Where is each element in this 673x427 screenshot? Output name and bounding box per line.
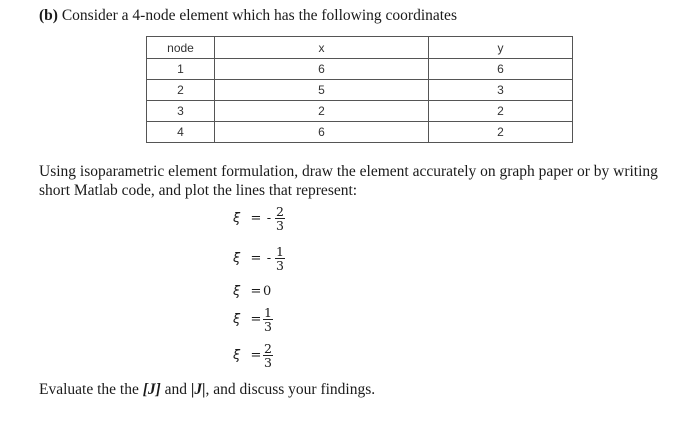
equation-xi-minus-one-third — [233, 245, 285, 272]
evaluate-and: and — [164, 381, 188, 398]
equals-sign: = — [250, 284, 262, 299]
jacobian-determinant: |J| — [190, 381, 206, 398]
xi-symbol: ξ — [233, 312, 241, 327]
cell-node: 3 — [147, 101, 215, 122]
equals-sign: = — [250, 348, 262, 363]
equation-xi-minus-two-thirds — [233, 205, 285, 232]
denominator: 3 — [264, 319, 272, 334]
equals-sign: = — [250, 312, 262, 327]
cell-y: 2 — [429, 122, 573, 143]
fraction — [263, 342, 273, 369]
cell-node: 4 — [147, 122, 215, 143]
evaluate-prefix: Evaluate the the — [39, 381, 139, 398]
question-heading — [39, 7, 457, 25]
denominator: 3 — [276, 218, 284, 233]
cell-y: 3 — [429, 80, 573, 101]
equation-xi-one-third — [233, 306, 273, 333]
equation-xi-two-thirds — [233, 342, 273, 369]
xi-symbol: ξ — [233, 348, 241, 363]
table-row — [147, 80, 573, 101]
equals-sign: = — [250, 251, 262, 266]
denominator: 3 — [264, 355, 272, 370]
xi-symbol: ξ — [233, 284, 241, 299]
minus-sign: - — [266, 211, 272, 226]
zero-value: 0 — [263, 284, 272, 299]
denominator: 3 — [276, 258, 284, 273]
instructions-paragraph: Using isoparametric element formulation, draw the element accurately on graph paper or by writing short Matlab code, and plot the lines that represent: — [39, 163, 658, 199]
table-row — [147, 59, 573, 80]
coordinates-table — [146, 36, 573, 143]
cell-node: 2 — [147, 80, 215, 101]
numerator: 1 — [264, 305, 272, 320]
cell-x: 2 — [215, 101, 429, 122]
equals-sign: = — [250, 211, 262, 226]
cell-x: 6 — [215, 59, 429, 80]
equation-xi-zero — [233, 284, 271, 299]
evaluate-suffix: , and discuss your findings. — [205, 381, 376, 398]
xi-symbol: ξ — [233, 211, 241, 226]
cell-y: 2 — [429, 101, 573, 122]
numerator: 1 — [276, 244, 284, 259]
question-text: Consider a 4-node element which has the following coordinates — [61, 7, 457, 24]
question-label: (b) — [39, 7, 58, 24]
jacobian-matrix: [J] — [142, 381, 161, 398]
header-y: y — [429, 37, 573, 59]
table-row — [147, 101, 573, 122]
numerator: 2 — [276, 204, 284, 219]
cell-x: 5 — [215, 80, 429, 101]
evaluate-instruction — [39, 381, 375, 399]
table-header-row — [147, 37, 573, 59]
numerator: 2 — [264, 341, 272, 356]
header-node: node — [147, 37, 215, 59]
fraction — [275, 245, 285, 272]
xi-symbol: ξ — [233, 251, 241, 266]
minus-sign: - — [266, 251, 272, 266]
fraction — [263, 306, 273, 333]
table-row — [147, 122, 573, 143]
cell-y: 6 — [429, 59, 573, 80]
cell-node: 1 — [147, 59, 215, 80]
header-x: x — [215, 37, 429, 59]
cell-x: 6 — [215, 122, 429, 143]
fraction — [275, 205, 285, 232]
